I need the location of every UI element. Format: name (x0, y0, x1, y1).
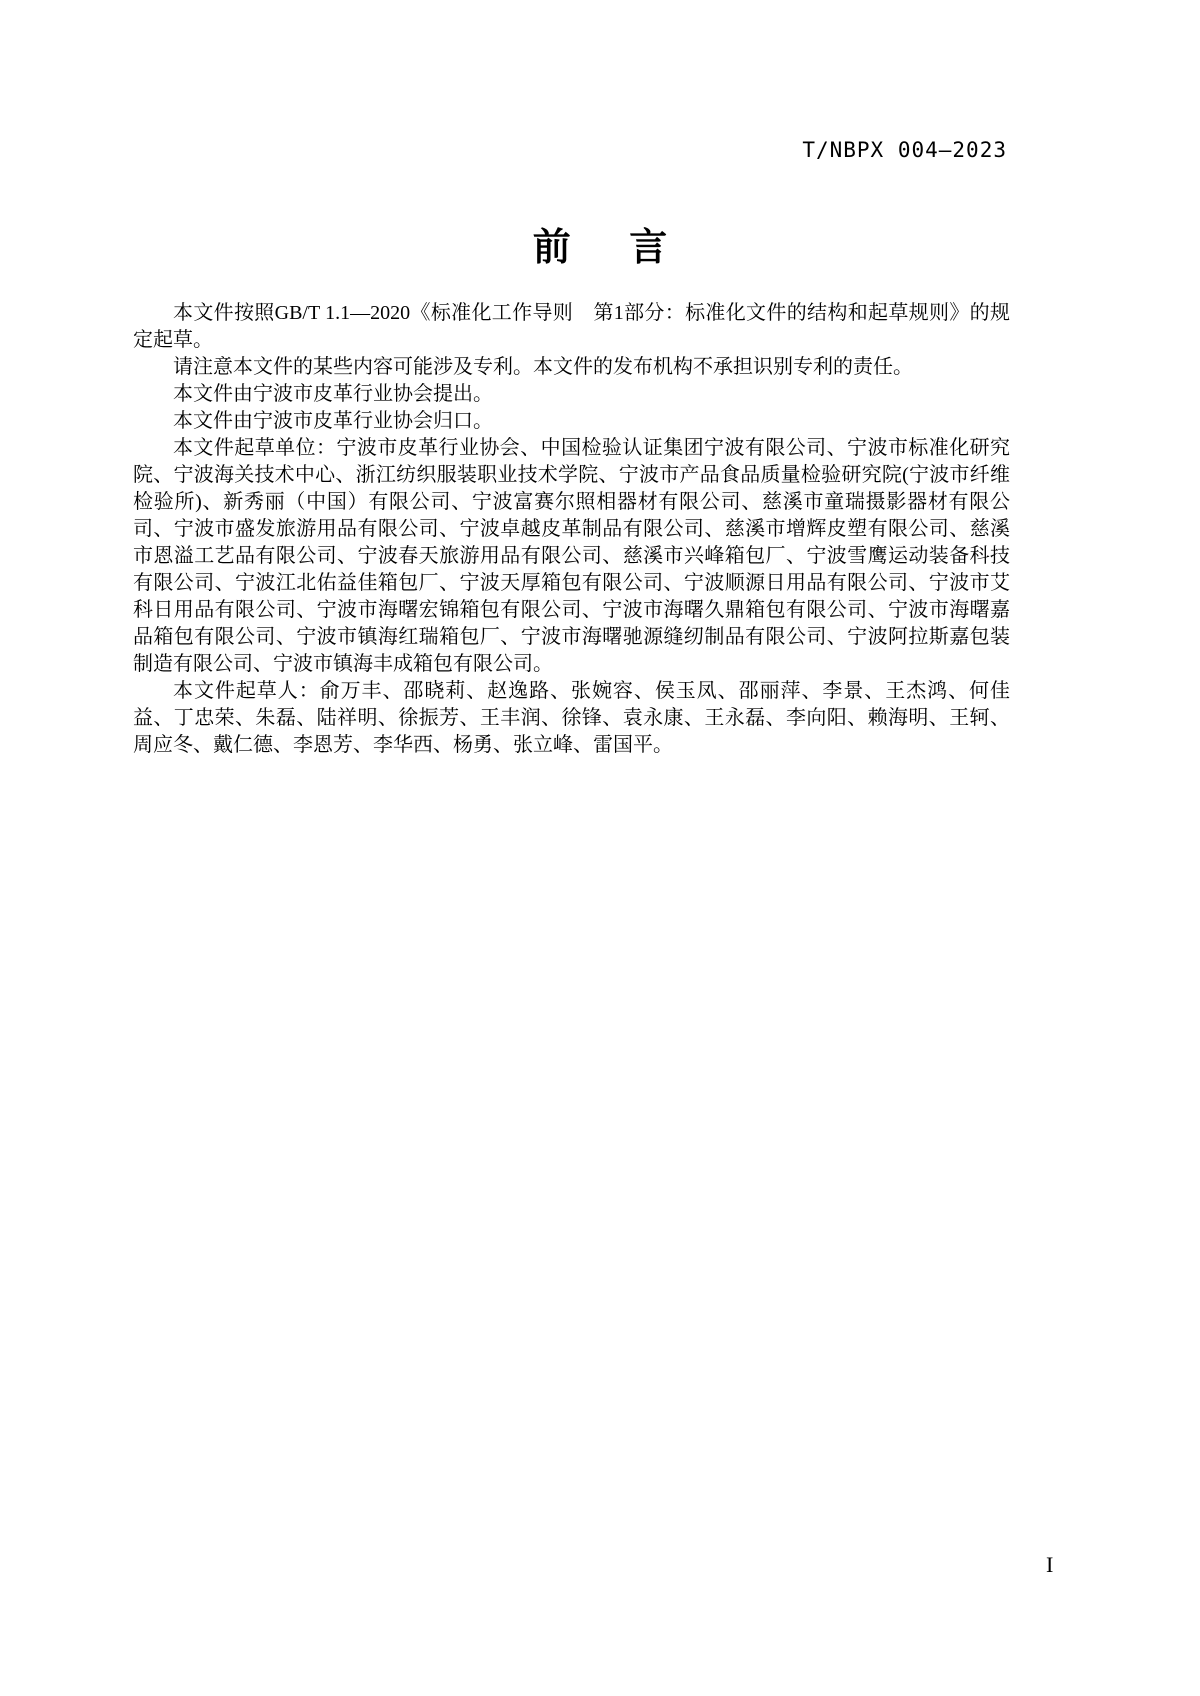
foreword-paragraph-basis: 本文件按照GB/T 1.1—2020《标准化工作导则 第1部分：标准化文件的结构和起草规则》的规定起草。 (133, 302, 1010, 351)
foreword-body (133, 300, 1010, 759)
page-number: I (1046, 1552, 1054, 1577)
foreword-paragraph-drafters: 本文件起草人：俞万丰、邵晓莉、赵逸路、张婉容、侯玉凤、邵丽萍、李景、王杰鸿、何佳益、丁忠荣、朱磊、陆祥明、徐振芳、王丰润、徐锋、袁永康、王永磊、李向阳、赖海明、王轲、周应冬、戴仁德、李恩芳、李华西、杨勇、张立峰、雷国平。 (133, 680, 1010, 756)
standard-document-code: T/NBPX 004—2023 (802, 138, 1007, 162)
foreword-title: 前 言 (532, 227, 668, 269)
foreword-paragraph-managed-by: 本文件由宁波市皮革行业协会归口。 (173, 410, 493, 432)
foreword-paragraph-drafting-organizations: 本文件起草单位：宁波市皮革行业协会、中国检验认证集团宁波有限公司、宁波市标准化研究院、宁波海关技术中心、浙江纺织服装职业技术学院、宁波市产品食品质量检验研究院(宁波市纤维检验所)、新秀丽（中国）有限公司、宁波富赛尔照相器材有限公司、慈溪市童瑞摄影器材有限公司、宁波市盛发旅游用品有限公司、宁波卓越皮革制品有限公司、慈溪市增辉皮塑有限公司、慈溪市恩溢工艺品有限公司、宁波春天旅游用品有限公司、慈溪市兴峰箱包厂、宁波雪鹰运动装备科技有限公司、宁波江北佑益佳箱包厂、宁波天厚箱包有限公司、宁波顺源日用品有限公司、宁波市艾科日用品有限公司、宁波市海曙宏锦箱包有限公司、宁波市海曙久鼎箱包有限公司、宁波市海曙嘉品箱包有限公司、宁波市镇海红瑞箱包厂、宁波市海曙驰源缝纫制品有限公司、宁波阿拉斯嘉包装制造有限公司、宁波市镇海丰成箱包有限公司。 (133, 437, 1010, 675)
foreword-paragraph-proposed-by: 本文件由宁波市皮革行业协会提出。 (173, 383, 493, 405)
foreword-paragraph-patent-notice: 请注意本文件的某些内容可能涉及专利。本文件的发布机构不承担识别专利的责任。 (173, 356, 913, 378)
